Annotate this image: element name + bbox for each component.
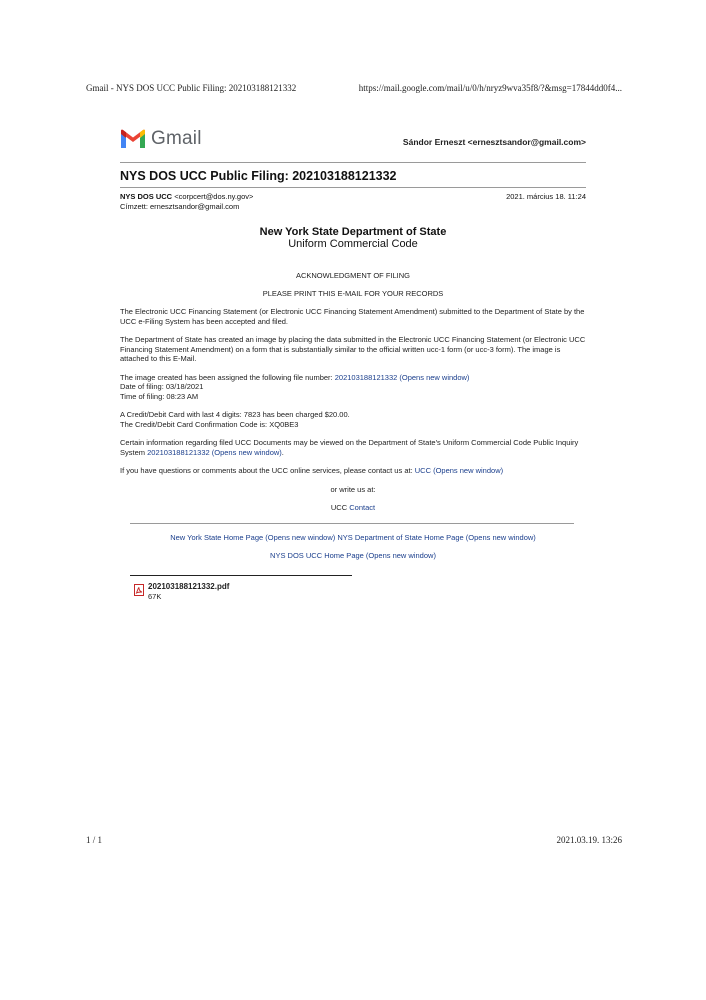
inquiry-link[interactable]: 202103188121332 (Opens new window): [147, 447, 282, 457]
gmail-wordmark: Gmail: [151, 128, 202, 149]
inquiry-text: Certain information regarding filed UCC Documents may be viewed on the Department of State's Uniform Commercial Code Public Inquiry System: [120, 438, 579, 457]
ucc-contact-link[interactable]: UCC (Opens new window): [414, 466, 504, 475]
ack-heading: ACKNOWLEDGMENT OF FILING: [295, 271, 411, 280]
message-date: 2021. március 18. 11:24: [506, 192, 586, 201]
print-header-url: https://mail.google.com/mail/u/0/h/nryz9wva35f8/?&msg=17844dd0f4...: [358, 83, 622, 93]
ucc-contact-line: [120, 503, 586, 513]
file-number-text: The image created has been assigned the following file number:: [120, 372, 333, 382]
footer-links: [120, 533, 586, 543]
divider: [120, 162, 586, 163]
date-of-filing: Date of filing: 03/18/2021: [120, 382, 204, 391]
print-header-title: Gmail - NYS DOS UCC Public Filing: 202103188121332: [86, 83, 297, 93]
org-title: New York State Department of State: [259, 226, 447, 238]
payment-details: [120, 410, 586, 429]
sender-email: <corpcert@dos.ny.gov>: [174, 192, 254, 201]
file-number-link[interactable]: 202103188121332 (Opens new window): [334, 372, 470, 382]
print-notice: PLEASE PRINT THIS E-MAIL FOR YOUR RECORDS: [262, 288, 444, 298]
attachment-size: 67K: [148, 591, 162, 601]
attachment-filename[interactable]: 202103188121332.pdf: [148, 581, 230, 591]
recipient-label: Címzett:: [120, 202, 148, 211]
message-body: [120, 228, 586, 604]
sender: [120, 192, 253, 201]
footer-links-2: [120, 551, 586, 561]
recipient-email: ernesztsandor@gmail.com: [150, 202, 240, 211]
gmail-topbar: [120, 128, 586, 156]
filing-details: [120, 373, 586, 402]
recipient: [120, 202, 239, 211]
page-number: 1 / 1: [86, 835, 103, 845]
paragraph-image: The Department of State has created an image by placing the data submitted in the Electronic UCC Financing Statement (or Electronic UCC Financing Statement Amendment) on a form that is substantially similar to the official written ucc-1 form (or ucc-3 form). The image is attached to this E-Mail.: [120, 335, 586, 363]
questions-text: If you have questions or comments about the UCC online services, please contact us at:: [120, 466, 413, 475]
print-datetime: 2021.03.19. 13:26: [556, 835, 622, 845]
account-name: Sándor Erneszt <ernesztsandor@gmail.com>: [402, 137, 586, 147]
divider: [120, 187, 586, 188]
attachment[interactable]: [134, 582, 586, 604]
footer-divider: [130, 523, 574, 524]
gmail-logo: [120, 128, 202, 150]
nys-home-link[interactable]: New York State Home Page (Opens new window): [170, 532, 336, 542]
ucc-label: UCC: [330, 503, 348, 512]
time-of-filing: Time of filing: 08:23 AM: [120, 391, 199, 401]
confirmation-code: The Credit/Debit Card Confirmation Code is: XQ0BE3: [120, 419, 299, 429]
pdf-icon: [134, 584, 144, 596]
print-header: [86, 83, 622, 95]
attachment-divider: [130, 575, 352, 576]
paragraph-accepted: The Electronic UCC Financing Statement (or Electronic UCC Financing Statement Amendment) submitted to the Department of State by the UCC e-Filing System has been accepted and filed.: [120, 307, 585, 326]
email-printout: [120, 128, 586, 604]
org-subtitle: Uniform Commercial Code: [288, 237, 418, 250]
contact-link[interactable]: Contact: [349, 503, 376, 512]
write-us: or write us at:: [330, 484, 376, 494]
message-meta: [120, 192, 586, 214]
gmail-m-icon: [120, 129, 146, 149]
questions-paragraph: [120, 466, 586, 476]
card-charge: A Credit/Debit Card with last 4 digits: 7823 has been charged $20.00.: [120, 410, 350, 419]
dos-home-link[interactable]: NYS Department of State Home Page (Opens new window): [337, 532, 536, 542]
print-footer: [86, 835, 622, 847]
sender-name: NYS DOS UCC: [120, 192, 173, 201]
message-subject: NYS DOS UCC Public Filing: 202103188121332: [120, 169, 397, 183]
inquiry-paragraph: [120, 438, 586, 457]
inquiry-end: .: [281, 447, 284, 457]
ucc-home-link[interactable]: NYS DOS UCC Home Page (Opens new window): [270, 551, 436, 560]
